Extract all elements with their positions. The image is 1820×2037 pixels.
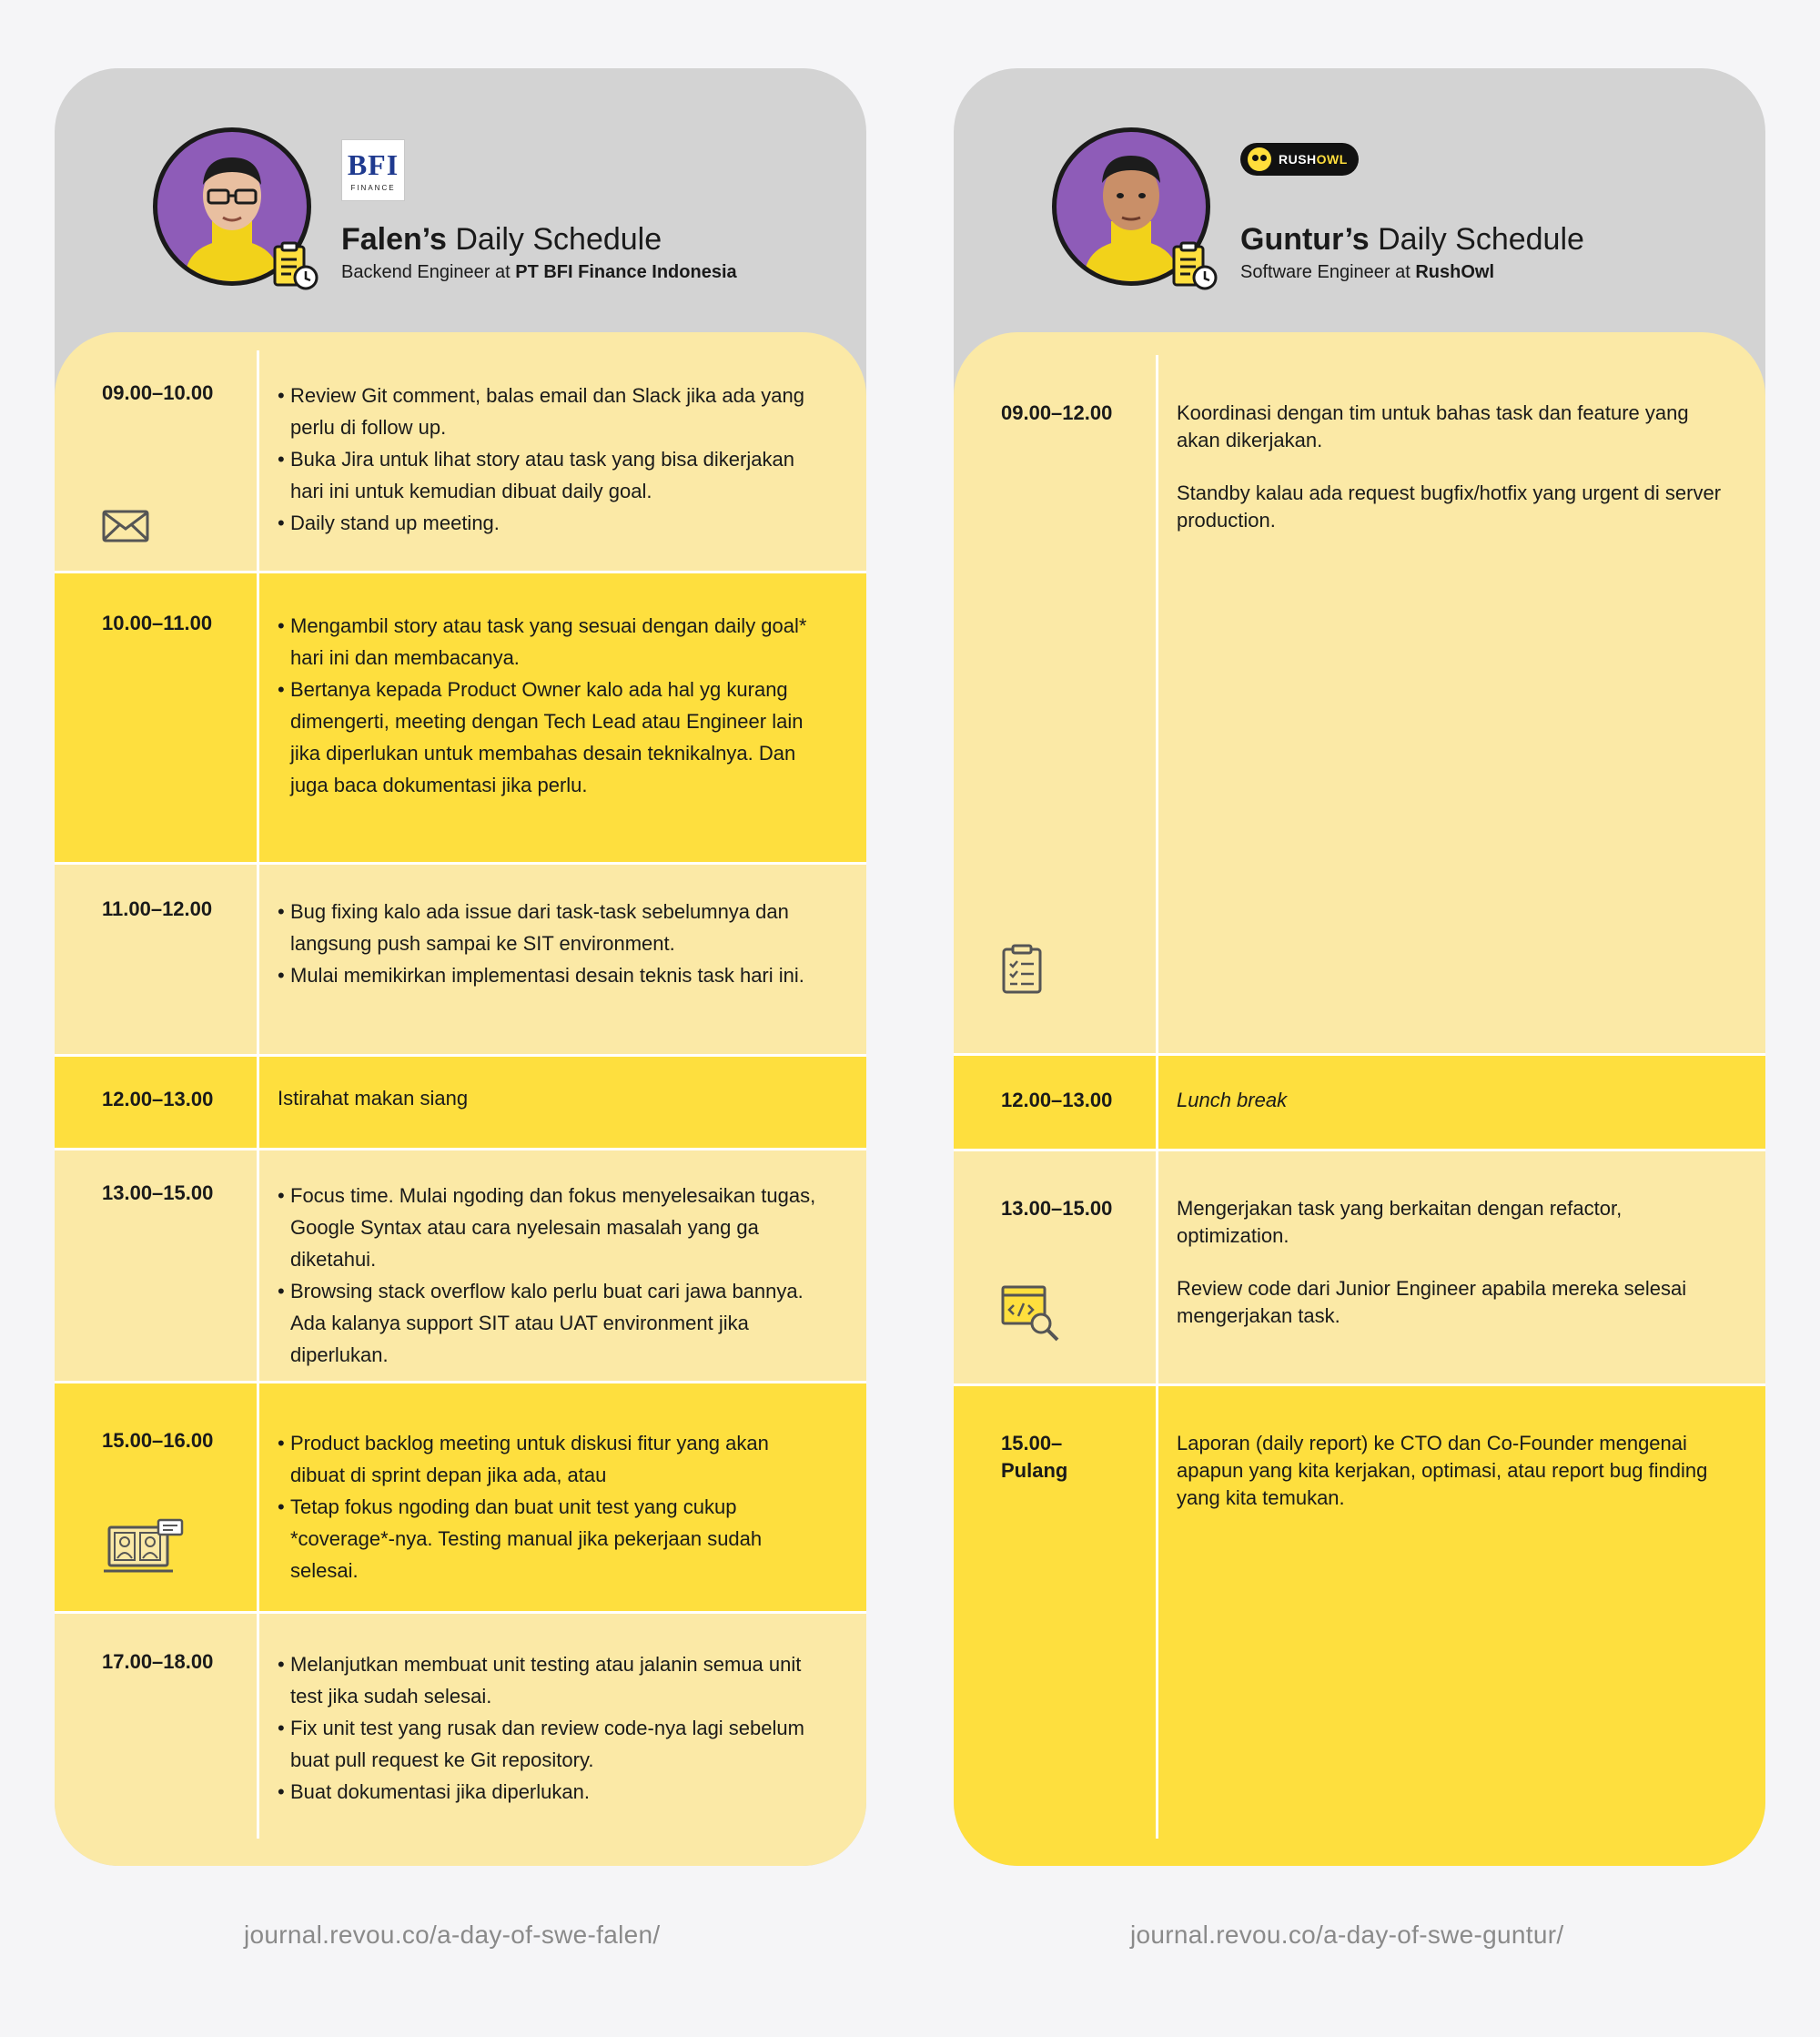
time-slot: 12.00–13.00: [1001, 1089, 1113, 1111]
video-meeting-icon: [102, 1518, 189, 1581]
time-slot: 12.00–13.00: [102, 1088, 214, 1110]
activity-item: • Daily stand up meeting.: [278, 507, 824, 539]
schedule-row: [55, 1057, 866, 1148]
code-search-icon: [1001, 1283, 1061, 1348]
activity-paragraph: Standby kalau ada request bugfix/hotfix yang urgent di server production.: [1177, 481, 1722, 532]
activity-item: • Bug fixing kalo ada issue dari task-task sebelumnya dan langsung push sampai ke SIT environment.: [278, 896, 824, 959]
guntur-title: [1240, 221, 1584, 258]
falen-name: Falen’s: [341, 222, 447, 257]
activity-item: • Bertanya kepada Product Owner kalo ada hal yg kurang dimengerti, meeting dengan Tech Lead atau Engineer lain jika diperlukan untuk membahas desain teknikalnya. Dan juga baca dokumentasi jika perlu.: [278, 674, 824, 801]
schedule-row: [954, 332, 1765, 1053]
guntur-title-rest: Daily Schedule: [1369, 222, 1584, 257]
schedule-row: [55, 1383, 866, 1611]
activity-text: Istirahat makan siang: [278, 1087, 469, 1110]
time-slot: 15.00– Pulang: [1001, 1432, 1068, 1482]
activity-item: • Buka Jira untuk lihat story atau task yang bisa dikerjakan hari ini untuk kemudian dibuat daily goal.: [278, 443, 824, 507]
schedule-clipboard-icon: [1168, 241, 1219, 292]
falen-role: Backend Engineer at: [341, 262, 516, 282]
schedule-clipboard-icon: [269, 241, 320, 292]
schedule-row: [954, 1386, 1765, 1866]
activity-text: Lunch break: [1177, 1089, 1288, 1111]
schedule-row: [55, 1150, 866, 1381]
guntur-schedule-rows: [954, 332, 1765, 1866]
schedule-row: [954, 1056, 1765, 1149]
clipboard-checklist-icon: [1001, 944, 1043, 999]
schedule-row: [55, 865, 866, 1054]
time-slot: 09.00–12.00: [1001, 401, 1113, 424]
column-divider: [257, 350, 259, 1839]
bfi-logo-sub: FINANCE: [350, 184, 396, 192]
activity-item: • Fix unit test yang rusak dan review code-nya lagi sebelum buat pull request ke Git repository.: [278, 1712, 824, 1776]
guntur-company: RushOwl: [1415, 262, 1495, 282]
activity-list: [278, 1180, 824, 1371]
activity-item: • Buat dokumentasi jika diperlukan.: [278, 1776, 824, 1808]
falen-title-rest: Daily Schedule: [446, 222, 662, 257]
time-slot: 10.00–11.00: [102, 612, 213, 634]
time-slot: 15.00–16.00: [102, 1429, 214, 1452]
activity-list: [278, 380, 824, 539]
activity-list: [278, 896, 824, 991]
time-slot: 13.00–15.00: [102, 1181, 214, 1204]
falen-subtitle: [341, 261, 737, 283]
rushowl-logo-rush: RUSH: [1279, 152, 1317, 167]
guntur-article-link[interactable]: journal.revou.co/a-day-of-swe-guntur/: [1130, 1920, 1564, 1949]
activity-item: • Mulai memikirkan implementasi desain teknis task hari ini.: [278, 959, 824, 991]
activity-item: • Mengambil story atau task yang sesuai dengan daily goal* hari ini dan membacanya.: [278, 610, 824, 674]
time-slot: 11.00–12.00: [102, 897, 213, 920]
activity-paragraph: Koordinasi dengan tim untuk bahas task dan feature yang akan dikerjakan.: [1177, 401, 1689, 451]
falen-title: [341, 221, 662, 258]
time-slot: 09.00–10.00: [102, 381, 214, 404]
activity-list: [278, 1648, 824, 1808]
guntur-name: Guntur’s: [1240, 222, 1370, 257]
falen-schedule-card: [55, 68, 866, 1866]
schedule-row: [55, 332, 866, 571]
activity-list: [278, 610, 824, 801]
guntur-header: [954, 68, 1765, 341]
envelope-icon: [102, 510, 149, 547]
schedule-row: [954, 1151, 1765, 1383]
activity-list: [278, 1427, 824, 1586]
activity-item: • Melanjutkan membuat unit testing atau jalanin semua unit test jika sudah selesai.: [278, 1648, 824, 1712]
owl-icon: [1248, 147, 1271, 171]
activity-paragraph: Review code dari Junior Engineer apabila mereka selesai mengerjakan task.: [1177, 1277, 1687, 1327]
bfi-logo-mark: BFI: [347, 148, 399, 181]
activity-item: • Browsing stack overflow kalo perlu buat cari jawa bannya. Ada kalanya support SIT atau UAT environment jika diperlukan.: [278, 1275, 824, 1371]
falen-schedule-rows: [55, 332, 866, 1866]
activity-paragraph: Laporan (daily report) ke CTO dan Co-Founder mengenai apapun yang kita kerjakan, optimasi, atau report bug finding yang kita temukan.: [1177, 1432, 1708, 1509]
falen-header: [55, 68, 866, 341]
rushowl-logo: [1240, 143, 1359, 176]
schedule-row: [55, 1614, 866, 1866]
activity-paragraph: Mengerjakan task yang berkaitan dengan refactor, optimization.: [1177, 1197, 1623, 1247]
activity-paragraphs: [1177, 1195, 1723, 1330]
bfi-finance-logo: [341, 139, 405, 201]
activity-item: • Tetap fokus ngoding dan buat unit test yang cukup *coverage*-nya. Testing manual jika pekerjaan sudah selesai.: [278, 1491, 824, 1586]
guntur-subtitle: [1240, 261, 1494, 283]
time-slot: 17.00–18.00: [102, 1650, 214, 1673]
rushowl-logo-owl: OWL: [1316, 152, 1348, 167]
activity-item: • Focus time. Mulai ngoding dan fokus menyelesaikan tugas, Google Syntax atau cara nyelesain masalah yang ga diketahui.: [278, 1180, 824, 1275]
activity-paragraphs: [1177, 1430, 1723, 1512]
falen-article-link[interactable]: journal.revou.co/a-day-of-swe-falen/: [244, 1920, 661, 1949]
activity-paragraphs: [1177, 400, 1723, 534]
schedule-row: [55, 573, 866, 862]
guntur-schedule-card: [954, 68, 1765, 1866]
activity-item: • Product backlog meeting untuk diskusi fitur yang akan dibuat di sprint depan jika ada, atau: [278, 1427, 824, 1491]
column-divider: [1156, 355, 1158, 1839]
guntur-role: Software Engineer at: [1240, 262, 1416, 282]
activity-item: • Review Git comment, balas email dan Slack jika ada yang perlu di follow up.: [278, 380, 824, 443]
time-slot: 13.00–15.00: [1001, 1197, 1113, 1220]
falen-company: PT BFI Finance Indonesia: [515, 262, 737, 282]
